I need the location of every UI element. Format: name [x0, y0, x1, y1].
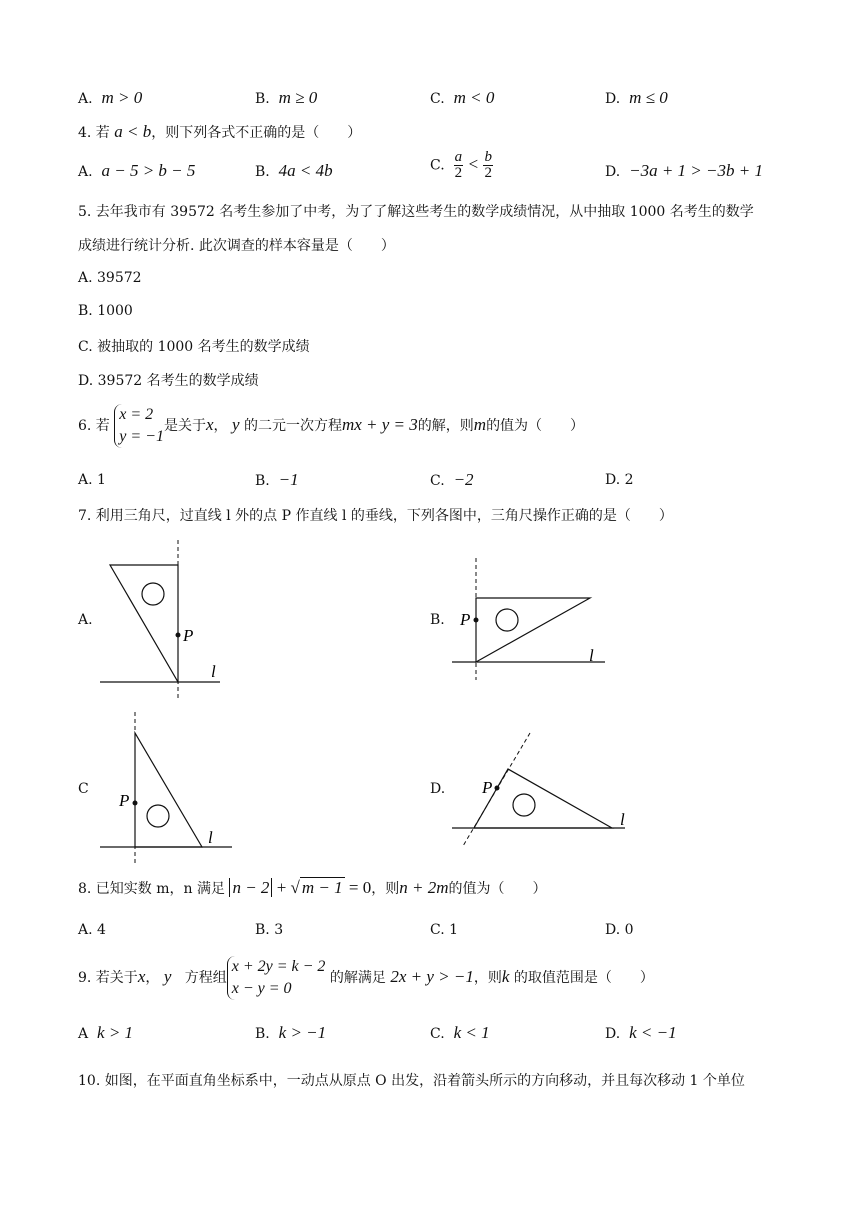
point-p-label: P — [183, 626, 194, 645]
q9-option-d: D. k < −1 — [605, 1023, 677, 1042]
point-p — [495, 786, 500, 791]
point-p-label: P — [119, 791, 130, 810]
q9-stem: 9. 若关于x， y 方程组x + 2y = k − 2 x − y = 0 的解满足 2x + y > −1，则k 的取值范围是（ ） — [78, 956, 654, 1000]
q5-stem-line1: 5. 去年我市有 39572 名考生参加了中考，为了了解这些考生的数学成绩情况，从中抽取 1000 名考生的数学 — [78, 204, 754, 220]
q7-figure-a-label: A. — [78, 612, 93, 628]
q4-stem: 4. 若 a < b，则下列各式不正确的是（ ） — [78, 122, 362, 141]
q9-option-a: A k > 1 — [78, 1023, 134, 1042]
q10-stem: 10. 如图，在平面直角坐标系中，一动点从原点 O 出发，沿着箭头所示的方向移动，并且每次移动 1 个单位 — [78, 1073, 745, 1089]
point-p-label: P — [460, 610, 471, 629]
q3-option-c: C. m < 0 — [430, 88, 495, 107]
q8-option-b: B. 3 — [255, 922, 284, 938]
q8-stem: 8. 已知实数 m，n 满足 n − 2 + √ m − 1 = 0，则n + 2m的值为（ ） — [78, 878, 547, 897]
q8-option-d: D. 0 — [605, 922, 634, 938]
q3-option-b: B. m ≥ 0 — [255, 88, 318, 107]
q8-option-c: C. 1 — [430, 922, 459, 938]
q4-option-b: B. 4a < 4b — [255, 161, 333, 180]
set-square — [474, 769, 612, 828]
line-l-label: l — [620, 810, 625, 829]
q6-option-a: A. 1 — [78, 472, 106, 488]
q7-figure-b-label: B. — [430, 612, 445, 628]
q8-option-a: A. 4 — [78, 922, 106, 938]
q6-stem: 6. 若 x = 2 y = −1是关于x， y 的二元一次方程mx + y = 3的解，则m的值为（ ） — [78, 404, 584, 448]
q9-option-b: B. k > −1 — [255, 1023, 327, 1042]
q9-option-c: C. k < 1 — [430, 1023, 490, 1042]
line-l-label: l — [208, 828, 213, 847]
q6-option-b: B. −1 — [255, 470, 299, 489]
q3-option-d: D. m ≤ 0 — [605, 88, 668, 107]
line-l-label: l — [211, 662, 216, 681]
q4-option-d: D. −3a + 1 > −3b + 1 — [605, 161, 763, 180]
point-p-label: P — [482, 778, 493, 797]
q7-figure-d-label: D. — [430, 781, 446, 797]
q4-option-c: C. $\frac{a}{2}$ < $\frac{b}{2}$ — [430, 149, 492, 181]
q6-option-c: C. −2 — [430, 470, 474, 489]
q7-stem: 7. 利用三角尺，过直线 l 外的点 P 作直线 l 的垂线，下列各图中，三角尺操作正确的是（ ） — [78, 508, 673, 524]
q5-stem-line2: 成绩进行统计分析. 此次调查的样本容量是（ ） — [78, 238, 395, 254]
q6-option-d: D. 2 — [605, 472, 634, 488]
q5-option-a: A. 39572 — [78, 270, 142, 286]
q3-option-a: A. m > 0 — [78, 88, 143, 107]
line-l-label: l — [589, 646, 594, 665]
set-square-hole — [513, 794, 535, 816]
q7-figure-c-label: C — [78, 781, 89, 797]
q4-option-a: A. a − 5 > b − 5 — [78, 161, 196, 180]
q5-option-c: C. 被抽取的 1000 名考生的数学成绩 — [78, 339, 310, 355]
q5-option-d: D. 39572 名考生的数学成绩 — [78, 373, 259, 389]
q5-option-b: B. 1000 — [78, 303, 133, 319]
